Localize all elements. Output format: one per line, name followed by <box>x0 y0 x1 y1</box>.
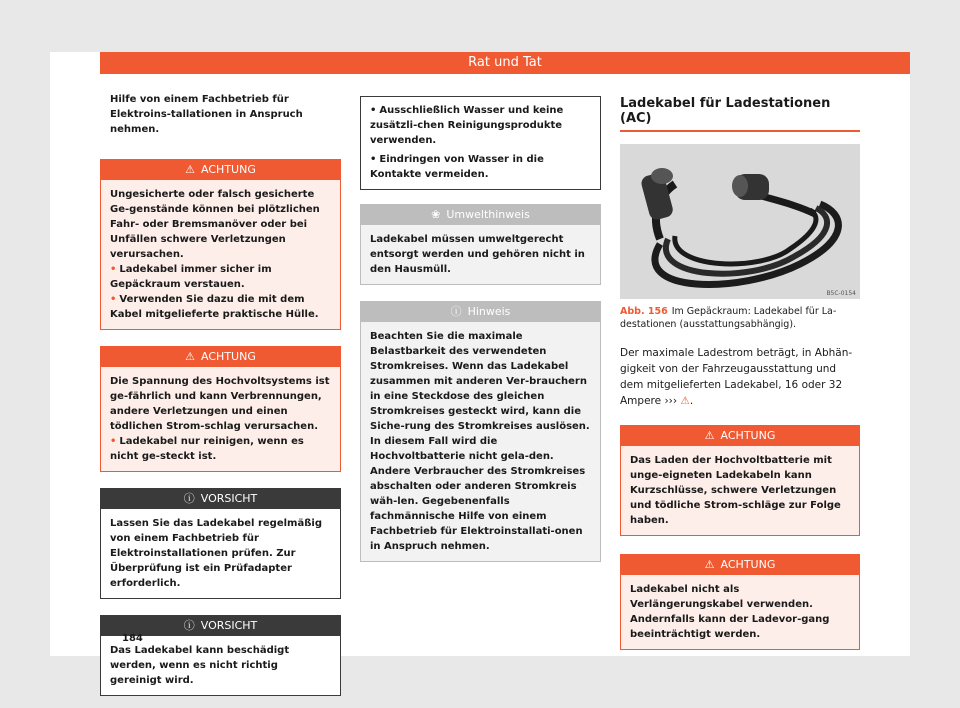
warning-triangle-icon: ⚠ <box>185 163 196 176</box>
page-number: 184 <box>122 633 143 644</box>
caution-body: Das Ladekabel kann beschädigt werden, wenn es nicht richtig gereinigt wird. <box>101 636 340 695</box>
section-title: Ladekabel für Ladestationen (AC) <box>620 96 860 132</box>
warning-box-4 <box>620 554 860 650</box>
body-text: Der maximale Ladestrom beträgt, in Abhän-gigkeit von der Fahrzeugausstattung und dem mitgelieferten Ladekabel, 16 oder 32 Ampere ››› ⚠. <box>620 347 853 407</box>
figure-caption: Abb. 156 Im Gepäckraum: Ladekabel für La-destationen (ausstattungsabhängig). <box>620 306 837 330</box>
caution-box-1 <box>100 488 341 599</box>
bullet-item: • Verwenden Sie dazu die mit dem Kabel mitgelieferte praktische Hülle. <box>110 294 319 320</box>
note-box <box>360 301 601 562</box>
column-2 <box>360 96 601 562</box>
manual-page <box>50 52 910 686</box>
warning-box-3 <box>620 425 860 536</box>
warning-header: ⚠ ACHTUNG <box>101 160 340 180</box>
warning-header: ⚠ ACHTUNG <box>621 426 859 446</box>
warning-body: Ladekabel nicht als Verlängerungskabel verwenden. Andernfalls kann der Ladevor-gang beeinträchtigt werden. <box>621 575 859 649</box>
note-body: Beachten Sie die maximale Belastbarkeit des verwendeten Stromkreises. Wenn das Ladekabel zusammen mit anderen Ver-brauchern in eine Steckdose des gleichen Stromkreises gesteckt wird, kann die Siche-rung des Stromkreises auslösen. In diesem Fall wird die Hochvoltbatterie nicht gela-den. Andere Verbraucher des Stromkreises abschalten oder anderen Stromkreis wäh-len. Gegebenenfalls fachmännische Hilfe von einem Fachbetrieb für Elektroinstallati-onen in Anspruch nehmen. <box>361 322 600 561</box>
info-square-icon: ⓘ <box>450 305 462 318</box>
leaf-icon: ❀ <box>431 208 441 221</box>
warning-header: ⚠ ACHTUNG <box>621 555 859 575</box>
caution-header: ⓘ VORSICHT <box>101 616 340 636</box>
caution-header: ⓘ VORSICHT <box>101 489 340 509</box>
warning-body: Die Spannung des Hochvoltsystems ist ge-fährlich und kann Verbrennungen, andere Verletzungen und einen tödlichen Strom-schlag verursachen. • Ladekabel nur reinigen, wenn es nicht ge-steckt ist. <box>101 367 340 471</box>
cross-reference[interactable]: ››› <box>664 395 678 407</box>
intro-text: Hilfe von einem Fachbetrieb für Elektroins-tallationen in Anspruch nehmen. <box>110 94 303 135</box>
warning-body: Ungesicherte oder falsch gesicherte Ge-genstände können bei plötzlichen Fahr- oder Bremsmanöver oder bei Unfällen schwere Verletzungen verursachen. • Ladekabel immer sicher im Gepäckraum verstauen. • Verwenden Sie dazu die mit dem Kabel mitgelieferte praktische Hülle. <box>101 180 340 329</box>
info-circle-icon: ⓘ <box>183 619 195 632</box>
warning-box-2 <box>100 346 341 472</box>
warning-triangle-icon: ⚠ <box>185 350 196 363</box>
figure-code: B5C-0154 <box>826 290 856 297</box>
column-3 <box>620 96 860 650</box>
caution-box-2 <box>100 615 341 696</box>
info-circle-icon: ⓘ <box>183 492 195 505</box>
warning-triangle-icon: ⚠ <box>704 429 715 442</box>
environment-header: ❀ Umwelthinweis <box>361 205 600 225</box>
bullet-item: • Ausschließlich Wasser und keine zusätzli-chen Reinigungsprodukte verwenden. <box>370 105 564 146</box>
bullet-item: • Eindringen von Wasser in die Kontakte vermeiden. <box>370 154 544 180</box>
warning-body: Das Laden der Hochvoltbatterie mit unge-eigneten Ladekabeln kann Kurzschlüsse, schwere Verletzungen und tödliche Strom-schläge zur Folge haben. <box>621 446 859 535</box>
warning-header: ⚠ ACHTUNG <box>101 347 340 367</box>
warning-triangle-icon: ⚠ <box>680 395 690 407</box>
warning-triangle-icon: ⚠ <box>704 558 715 571</box>
bullet-item: • Ladekabel immer sicher im Gepäckraum verstauen. <box>110 264 272 290</box>
page-header: Rat und Tat <box>100 52 910 74</box>
figure-charging-cable <box>620 144 860 299</box>
note-header: ⓘ Hinweis <box>361 302 600 322</box>
column-1 <box>100 92 341 696</box>
environment-body: Ladekabel müssen umweltgerecht entsorgt werden und gehören nicht in den Hausmüll. <box>361 225 600 284</box>
caution-body: Lassen Sie das Ladekabel regelmäßig von einem Fachbetrieb für Elektroinstallationen prüfen. Zur Überprüfung ist ein Prüfadapter erforderlich. <box>101 509 340 598</box>
environment-note-box <box>360 204 601 285</box>
caution-continued-box <box>360 96 601 190</box>
bullet-item: • Ladekabel nur reinigen, wenn es nicht ge-steckt ist. <box>110 436 304 462</box>
charging-cable-illustration <box>620 144 860 299</box>
warning-box-1 <box>100 159 341 330</box>
